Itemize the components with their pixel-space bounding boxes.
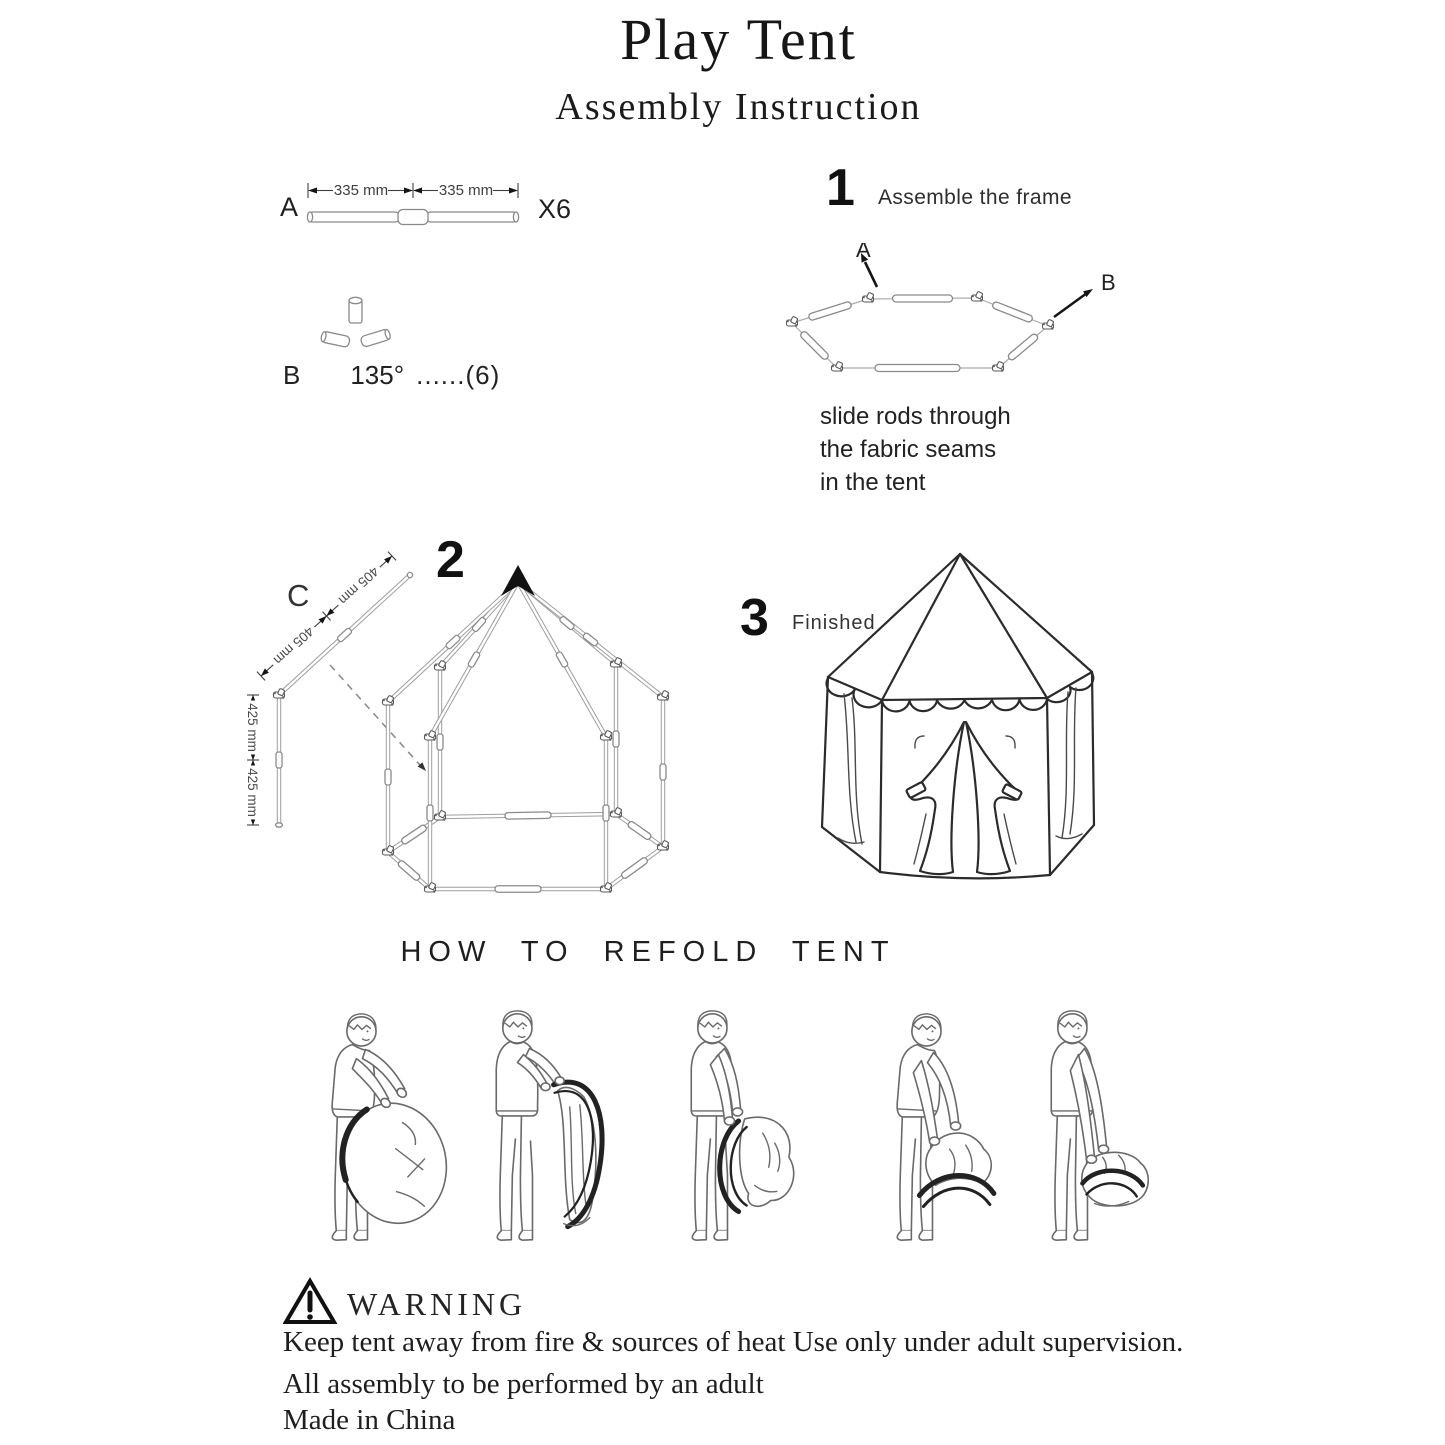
part-a-rod <box>307 210 518 225</box>
warning-line-2: All assembly to be performed by an adult <box>283 1368 764 1400</box>
pointer-a-label: A <box>856 243 871 262</box>
step-2-number: 2 <box>436 531 465 589</box>
warning-line-1: Keep tent away from fire & sources of heat Use only under adult supervision. <box>283 1326 1184 1358</box>
step-1-caption-line-1: slide rods through <box>820 403 1011 430</box>
folded-tent-rings <box>720 1117 794 1211</box>
step-1-caption-line-3: in the tent <box>820 469 926 496</box>
hexagon-frame <box>787 291 1054 371</box>
page-header <box>16 0 1445 129</box>
pointer-a <box>856 243 877 287</box>
step-3-title: Finished <box>792 612 876 634</box>
refold-figure-2 <box>455 998 616 1250</box>
refold-figure-3 <box>650 998 811 1250</box>
page-subtitle: Assembly Instruction <box>555 86 922 128</box>
step-1-caption <box>820 400 1011 499</box>
warning-line-3: Made in China <box>283 1404 456 1436</box>
part-c-leg-dim-text-2: 425 mm <box>245 768 260 817</box>
apex-marker-icon <box>501 565 535 596</box>
left-wall-curtain <box>838 694 864 844</box>
part-c-roof-dim-text-1: 405 mm <box>335 563 382 608</box>
pointer-b <box>1054 270 1116 317</box>
part-b-connector-diagram <box>316 292 400 356</box>
part-c-roof-dim-text-2: 405 mm <box>270 623 317 668</box>
part-a-dim-text-1: 335 mm <box>333 182 389 199</box>
finished-tent <box>822 554 1094 878</box>
tent-frame-diagram <box>368 552 698 917</box>
part-b-quantity: ......(6) <box>416 360 501 390</box>
refold-figure-5 <box>1010 998 1171 1250</box>
part-a-label: A <box>280 192 299 222</box>
front-curtains <box>906 722 1022 874</box>
step-1-caption-line-2: the fabric seams <box>820 436 997 463</box>
step-3-number: 3 <box>740 589 769 647</box>
part-c-leg-dimension <box>245 695 261 825</box>
refold-figure-1 <box>290 998 451 1250</box>
folded-tent-arch <box>554 1082 602 1227</box>
hexagon-frame-diagram <box>765 243 1135 415</box>
tent-frame <box>383 565 669 893</box>
right-wall-curtain <box>1056 688 1082 839</box>
part-a-diagram <box>302 170 532 230</box>
part-c-leg-dim-text-1: 425 mm <box>245 703 260 752</box>
part-a-dimension <box>308 182 518 199</box>
refold-section-header <box>0 936 1296 969</box>
refold-heading: HOW TO REFOLD TENT <box>400 936 896 968</box>
part-b-angle: 135° <box>350 360 405 390</box>
step-1-number: 1 <box>826 159 855 217</box>
part-a-quantity: X6 <box>538 194 572 224</box>
finished-tent-diagram <box>800 542 1110 897</box>
warning-title: WARNING <box>347 1286 527 1322</box>
part-b-label: B <box>283 360 301 390</box>
page-title: Play Tent <box>620 7 857 72</box>
part-a-dim-text-2: 335 mm <box>438 182 494 199</box>
part-b-connector <box>320 297 391 347</box>
part-b-row <box>283 360 500 391</box>
refold-figure-4 <box>855 998 1016 1250</box>
warning-triangle-icon <box>283 1277 337 1327</box>
pointer-b-label: B <box>1101 270 1116 295</box>
part-c-label: C <box>287 578 310 613</box>
step-1-title: Assemble the frame <box>878 186 1072 209</box>
